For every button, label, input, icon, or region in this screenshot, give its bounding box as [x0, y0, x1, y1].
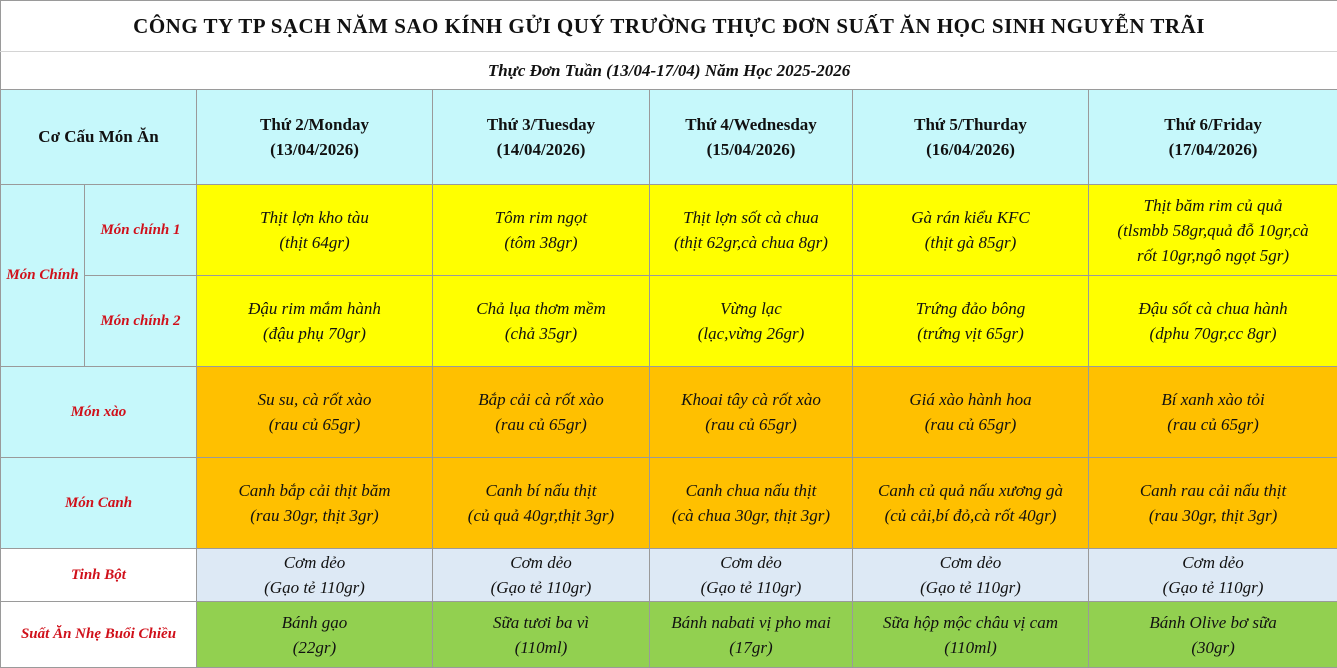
menu-cell: Cơm dẻo (Gạo tẻ 110gr)	[853, 549, 1089, 602]
row-label-stirfry: Món xào	[1, 367, 197, 458]
menu-cell: Bánh nabati vị pho mai (17gr)	[650, 602, 853, 668]
menu-cell: Canh chua nấu thịt (cà chua 30gr, thịt 3gr)	[650, 458, 853, 549]
menu-cell: Gà rán kiểu KFC (thịt gà 85gr)	[853, 185, 1089, 276]
row-label-starch: Tinh Bột	[1, 549, 197, 602]
day-header-monday: Thứ 2/Monday (13/04/2026)	[197, 90, 433, 185]
menu-cell: Khoai tây cà rốt xào (rau củ 65gr)	[650, 367, 853, 458]
menu-cell: Thịt lợn sốt cà chua (thịt 62gr,cà chua 8gr)	[650, 185, 853, 276]
menu-cell: Cơm dẻo (Gạo tẻ 110gr)	[197, 549, 433, 602]
structure-header: Cơ Cấu Món Ăn	[1, 90, 197, 185]
menu-cell: Tôm rim ngọt (tôm 38gr)	[433, 185, 650, 276]
menu-cell: Bí xanh xào tỏi (rau củ 65gr)	[1089, 367, 1337, 458]
row-label-main2: Món chính 2	[85, 276, 197, 367]
menu-cell: Thịt lợn kho tàu (thịt 64gr)	[197, 185, 433, 276]
menu-cell: Đậu sốt cà chua hành (dphu 70gr,cc 8gr)	[1089, 276, 1337, 367]
row-label-main1: Món chính 1	[85, 185, 197, 276]
menu-cell: Canh củ quả nấu xương gà (củ cải,bí đỏ,cà rốt 40gr)	[853, 458, 1089, 549]
menu-cell: Giá xào hành hoa (rau củ 65gr)	[853, 367, 1089, 458]
menu-cell: Sữa hộp mộc châu vị cam (110ml)	[853, 602, 1089, 668]
menu-cell: Bánh gạo (22gr)	[197, 602, 433, 668]
menu-cell: Chả lụa thơm mềm (chả 35gr)	[433, 276, 650, 367]
page-title: CÔNG TY TP SẠCH NĂM SAO KÍNH GỬI QUÝ TRƯỜNG THỰC ĐƠN SUẤT ĂN HỌC SINH NGUYỄN TRÃI	[1, 1, 1337, 52]
day-header-thursday: Thứ 5/Thurday (16/04/2026)	[853, 90, 1089, 185]
menu-cell: Su su, cà rốt xào (rau củ 65gr)	[197, 367, 433, 458]
menu-cell: Thịt băm rim củ quả (tlsmbb 58gr,quả đỗ 10gr,cà rốt 10gr,ngô ngọt 5gr)	[1089, 185, 1337, 276]
menu-cell: Canh rau cải nấu thịt (rau 30gr, thịt 3gr)	[1089, 458, 1337, 549]
category-main-dishes: Món Chính	[1, 185, 85, 367]
menu-subtitle: Thực Đơn Tuần (13/04-17/04) Năm Học 2025-2026	[1, 52, 1337, 90]
day-header-wednesday: Thứ 4/Wednesday (15/04/2026)	[650, 90, 853, 185]
day-header-tuesday: Thứ 3/Tuesday (14/04/2026)	[433, 90, 650, 185]
day-header-friday: Thứ 6/Friday (17/04/2026)	[1089, 90, 1337, 185]
menu-cell: Canh bí nấu thịt (củ quả 40gr,thịt 3gr)	[433, 458, 650, 549]
menu-cell: Bánh Olive bơ sữa (30gr)	[1089, 602, 1337, 668]
menu-cell: Đậu rim mắm hành (đậu phụ 70gr)	[197, 276, 433, 367]
menu-cell: Bắp cải cà rốt xào (rau củ 65gr)	[433, 367, 650, 458]
menu-cell: Trứng đảo bông (trứng vịt 65gr)	[853, 276, 1089, 367]
menu-cell: Canh bắp cải thịt băm (rau 30gr, thịt 3gr)	[197, 458, 433, 549]
menu-cell: Vừng lạc (lạc,vừng 26gr)	[650, 276, 853, 367]
menu-cell: Cơm dẻo (Gạo tẻ 110gr)	[1089, 549, 1337, 602]
menu-cell: Sữa tươi ba vì (110ml)	[433, 602, 650, 668]
menu-cell: Cơm dẻo (Gạo tẻ 110gr)	[433, 549, 650, 602]
menu-cell: Cơm dẻo (Gạo tẻ 110gr)	[650, 549, 853, 602]
row-label-snack: Suất Ăn Nhẹ Buổi Chiều	[1, 602, 197, 668]
row-label-soup: Món Canh	[1, 458, 197, 549]
